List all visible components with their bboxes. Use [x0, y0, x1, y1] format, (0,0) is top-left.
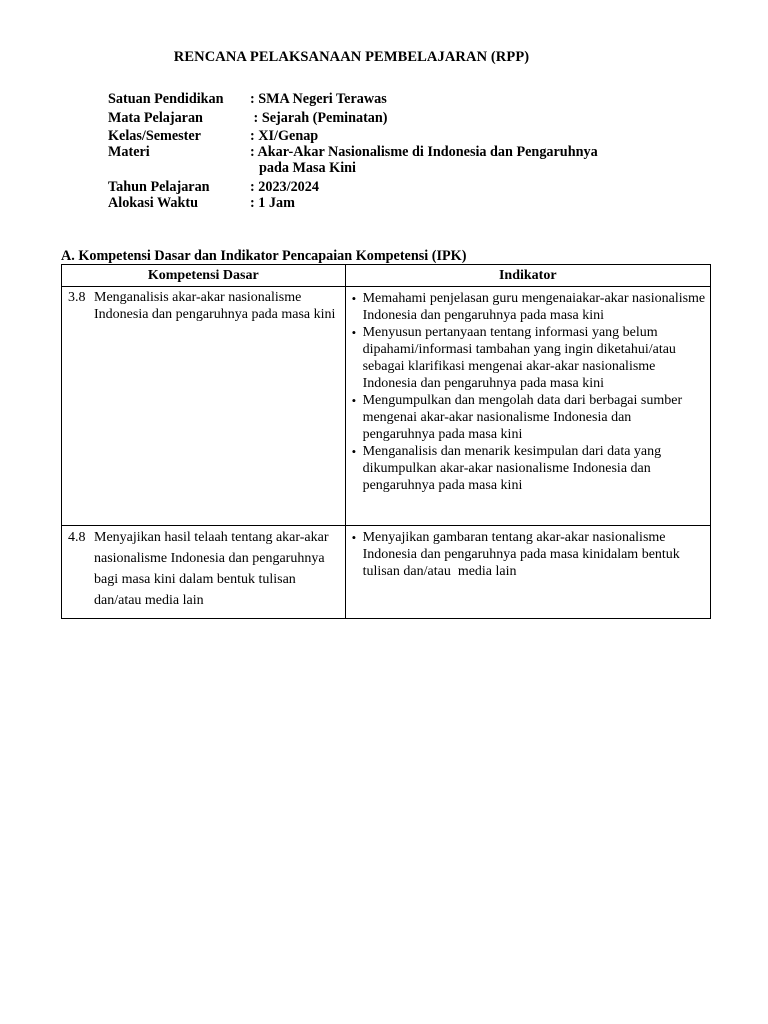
- meta-row-tahun-pelajaran: [108, 179, 650, 195]
- bullet-icon: •: [351, 530, 357, 545]
- meta-value: : 2023/2024: [250, 179, 319, 195]
- indikator-text: Memahami penjelasan guru mengenaiakar-akar nasionalisme Indonesia dan pengaruhnya pada masa kini: [362, 291, 706, 323]
- meta-row-mata-pelajaran: [108, 110, 650, 126]
- table-row: [62, 526, 711, 619]
- meta-value: : SMA Negeri Terawas: [250, 91, 387, 107]
- column-header-indikator: Indikator: [345, 265, 710, 287]
- meta-label: Materi: [108, 144, 150, 160]
- indikator-cell: [345, 287, 710, 526]
- indikator-text: Mengumpulkan dan mengolah data dari berbagai sumber mengenai akar-akar nasionalisme Indonesia dan pengaruhnya pada masa kini: [362, 393, 683, 442]
- meta-value: : XI/Genap: [250, 128, 319, 144]
- list-item: [352, 529, 706, 580]
- identity-block: [108, 91, 650, 211]
- meta-value: : 1 Jam: [250, 195, 295, 211]
- section-heading: A. Kompetensi Dasar dan Indikator Pencapaian Kompetensi (IPK): [61, 248, 467, 264]
- column-header-kd: Kompetensi Dasar: [62, 265, 346, 287]
- kd-text: Menyajikan hasil telaah tentang akar-akar nasionalisme Indonesia dan pengaruhnya bagi masa kini dalam bentuk tulisan dan/atau media lain: [94, 530, 329, 608]
- meta-value: : Akar-Akar Nasionalisme di Indonesia dan Pengaruhnya: [250, 144, 598, 160]
- document-title: RENCANA PELAKSANAAN PEMBELAJARAN (RPP): [173, 49, 530, 65]
- meta-label: Satuan Pendidikan: [108, 91, 224, 107]
- kd-cell: [62, 287, 346, 526]
- kd-text: Menganalisis akar-akar nasionalisme Indonesia dan pengaruhnya pada masa kini: [94, 290, 336, 322]
- kd-cell: [62, 526, 346, 619]
- meta-row-satuan-pendidikan: [108, 91, 650, 107]
- indikator-text: Menganalisis dan menarik kesimpulan dari data yang dikumpulkan akar-akar nasionalisme Indonesia dan pengaruhnya pada masa kini: [362, 444, 662, 493]
- table-header-row: [62, 265, 711, 287]
- indikator-list: [346, 526, 710, 580]
- bullet-icon: •: [351, 393, 357, 408]
- meta-value-multiline: [250, 144, 650, 176]
- table-row: [62, 287, 711, 526]
- meta-label: Tahun Pelajaran: [108, 179, 210, 195]
- meta-row-alokasi-waktu: [108, 195, 650, 211]
- list-item: [352, 290, 706, 324]
- indikator-cell: [345, 526, 710, 619]
- indikator-list: [346, 287, 710, 494]
- kd-number: 3.8: [68, 290, 86, 305]
- bullet-icon: •: [351, 444, 357, 459]
- meta-label: Mata Pelajaran: [108, 110, 203, 126]
- meta-row-materi: [108, 144, 650, 176]
- meta-value: : Sejarah (Peminatan): [250, 110, 388, 126]
- bullet-icon: •: [351, 325, 357, 340]
- bullet-icon: •: [351, 291, 357, 306]
- list-item: [352, 392, 706, 443]
- indikator-text: Menyajikan gambaran tentang akar-akar nasionalisme Indonesia dan pengaruhnya pada masa kinidalam bentuk tulisan dan/atau media lain: [362, 530, 684, 579]
- list-item: [352, 324, 706, 392]
- meta-label: Kelas/Semester: [108, 128, 201, 144]
- list-item: [352, 443, 706, 494]
- meta-row-kelas-semester: [108, 128, 650, 144]
- meta-label: Alokasi Waktu: [108, 195, 199, 211]
- indikator-text: Menyusun pertanyaan tentang informasi yang belum dipahami/informasi tambahan yang ingin diketahui/atau sebagai klarifikasi mengenai akar-akar nasionalisme Indonesia dan pengaruhnya pada masa kini: [362, 325, 676, 391]
- competency-table: [61, 264, 711, 619]
- kd-number: 4.8: [68, 530, 86, 545]
- meta-value-continued: pada Masa Kini: [259, 160, 356, 176]
